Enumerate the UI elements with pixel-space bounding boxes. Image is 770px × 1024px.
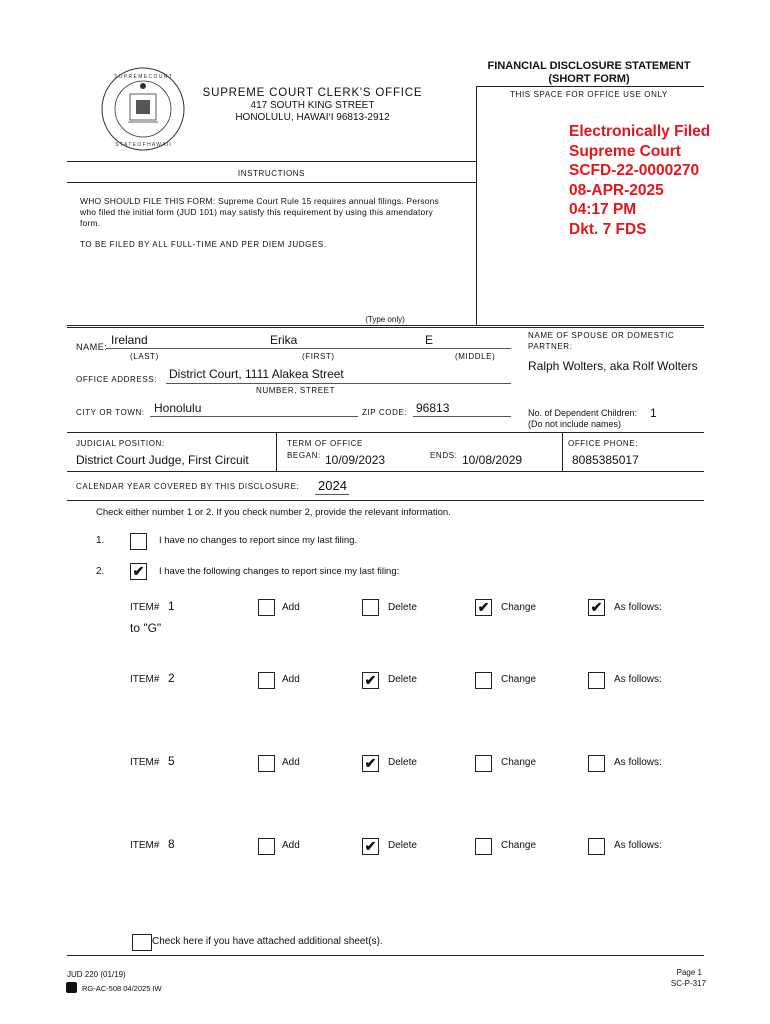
item-5-as-follows-checkbox[interactable]: [588, 755, 605, 772]
item-5-change-label: Change: [501, 757, 537, 768]
filing-stamp: [569, 122, 769, 239]
item-5-number[interactable]: 5: [168, 754, 175, 768]
item-8-as-follows-checkbox[interactable]: [588, 838, 605, 855]
footer-form-number: JUD 220 (01/19): [67, 970, 126, 979]
year-bottom-line: [67, 500, 704, 501]
position-divider-2: [562, 432, 563, 471]
footer-line: [67, 955, 704, 956]
item-1-delete-checkbox[interactable]: [362, 599, 379, 616]
stamp-line: 04:17 PM: [569, 201, 637, 218]
stamp-line: Dkt. 7 FDS: [569, 220, 647, 238]
footer-doc-icon: [66, 982, 77, 993]
footer-code: RG-AC-508 04/2025 IW: [82, 984, 162, 993]
item-2-delete-label: Delete: [388, 674, 417, 685]
item-1-change-label: Change: [501, 602, 537, 613]
type-only-top-line: [67, 325, 704, 326]
item-5-as-follows-label: As follows:: [614, 757, 662, 768]
name-middle-caption: (MIDDLE): [455, 352, 496, 361]
office-address-underline: [166, 383, 511, 384]
dependents-value[interactable]: 1: [650, 406, 657, 420]
name-first-value[interactable]: Erika: [270, 333, 298, 347]
position-value[interactable]: District Court Judge, First Circuit: [76, 453, 249, 467]
form-subtitle: (SHORT FORM): [548, 73, 630, 85]
stamp-line: Electronically Filed: [569, 123, 711, 140]
position-divider-1: [276, 432, 277, 471]
form-title: FINANCIAL DISCLOSURE STATEMENT: [487, 60, 691, 72]
item-5-add-label: Add: [282, 757, 300, 768]
type-only-bottom-line: [67, 327, 704, 328]
office-name: SUPREME COURT CLERK'S OFFICE: [202, 87, 423, 99]
item-1-note[interactable]: to "G": [130, 621, 162, 635]
item-2-change-label: Change: [501, 674, 537, 685]
footer-page: Page 1: [676, 968, 702, 977]
item-2-add-label: Add: [282, 674, 300, 685]
option-2-text: I have the following changes to report since my last filing:: [159, 566, 400, 577]
option-1-text: I have no changes to report since my last filing.: [159, 535, 358, 546]
item-8-delete-checkbox[interactable]: ✔: [362, 838, 379, 855]
city-label: CITY OR TOWN:: [76, 408, 145, 417]
item-8-as-follows-label: As follows:: [614, 840, 662, 851]
item-8-add-label: Add: [282, 840, 300, 851]
option-2-number: 2.: [96, 566, 105, 577]
option-1-checkbox[interactable]: [130, 533, 147, 550]
item-5-label: ITEM#: [130, 757, 160, 768]
office-use-label: THIS SPACE FOR OFFICE USE ONLY: [510, 90, 668, 99]
item-8-change-label: Change: [501, 840, 537, 851]
zip-value[interactable]: 96813: [416, 401, 450, 415]
item-1-number[interactable]: 1: [168, 599, 175, 613]
footer-page-code: SC-P-317: [670, 979, 706, 988]
year-underline: [315, 494, 349, 495]
office-address-caption: NUMBER, STREET: [256, 386, 336, 395]
item-1-label: ITEM#: [130, 602, 160, 613]
spouse-label: NAME OF SPOUSE OR DOMESTIC PARTNER:: [528, 331, 675, 351]
option-1-number: 1.: [96, 535, 105, 546]
term-ends-value[interactable]: 10/08/2029: [462, 453, 523, 467]
item-1-add-label: Add: [282, 602, 300, 613]
item-8-change-checkbox[interactable]: [475, 838, 492, 855]
stamp-line: Supreme Court: [569, 142, 681, 160]
office-address-label: OFFICE ADDRESS:: [76, 375, 158, 384]
item-1-delete-label: Delete: [388, 602, 417, 613]
instructions-para-1: WHO SHOULD FILE THIS FORM: Supreme Court Rule 15 requires annual filings. Persons who filed the initial form (JUD 101) may satisfy this requirement by using this amendatory form.: [80, 196, 439, 228]
option-2-checkbox[interactable]: ✔: [130, 563, 147, 580]
check-instruction: Check either number 1 or 2. If you check number 2, provide the relevant information.: [96, 507, 451, 518]
position-top-line: [67, 432, 704, 433]
stamp-line: 08-APR-2025: [569, 181, 664, 199]
city-value[interactable]: Honolulu: [154, 401, 202, 415]
item-1-as-follows-label: As follows:: [614, 602, 662, 613]
item-2-delete-checkbox[interactable]: ✔: [362, 672, 379, 689]
name-underline: [106, 348, 511, 349]
office-street: 417 SOUTH KING STREET: [250, 100, 375, 111]
item-1-as-follows-checkbox[interactable]: ✔: [588, 599, 605, 616]
svg-text:S U P R E M E C O U R T: S U P R E M E C O U R T: [114, 74, 172, 80]
office-use-top-line: [476, 86, 704, 87]
spouse-value[interactable]: Ralph Wolters, aka Rolf Wolters: [528, 359, 698, 373]
item-2-change-checkbox[interactable]: [475, 672, 492, 689]
office-city: HONOLULU, HAWAI‘I 96813-2912: [235, 112, 390, 123]
item-1-change-checkbox[interactable]: ✔: [475, 599, 492, 616]
office-address-value[interactable]: District Court, 1111 Alakea Street: [169, 367, 344, 381]
item-5-change-checkbox[interactable]: [475, 755, 492, 772]
name-label: NAME:: [76, 342, 108, 352]
item-5-add-checkbox[interactable]: [258, 755, 275, 772]
zip-label: ZIP CODE:: [362, 408, 408, 417]
phone-value[interactable]: 8085385017: [572, 453, 639, 467]
item-8-number[interactable]: 8: [168, 837, 175, 851]
city-underline: [150, 416, 358, 417]
term-label: TERM OF OFFICE: [287, 439, 363, 448]
term-began-value[interactable]: 10/09/2023: [325, 453, 386, 467]
item-5-delete-checkbox[interactable]: ✔: [362, 755, 379, 772]
phone-label: OFFICE PHONE:: [568, 439, 639, 448]
zip-underline: [413, 416, 511, 417]
name-middle-value[interactable]: E: [425, 333, 434, 347]
instructions-para-2: TO BE FILED BY ALL FULL-TIME AND PER DIEM JUDGES.: [80, 240, 327, 249]
attached-sheets-text: Check here if you have attached additional sheet(s).: [152, 936, 383, 947]
instructions-heading: INSTRUCTIONS: [237, 169, 306, 178]
item-8-delete-label: Delete: [388, 840, 417, 851]
name-last-value[interactable]: Ireland: [111, 333, 148, 347]
dependents-note: (Do not include names): [528, 419, 622, 429]
term-began-label: BEGAN:: [287, 451, 321, 460]
position-bottom-line: [67, 471, 704, 472]
office-use-left-border: [476, 86, 477, 325]
instructions-top-line: [67, 161, 476, 162]
name-first-caption: (FIRST): [302, 352, 335, 361]
item-2-as-follows-checkbox[interactable]: [588, 672, 605, 689]
attached-sheets-checkbox[interactable]: [132, 934, 152, 951]
svg-text:S T A T E O F H A W A I I: S T A T E O F H A W A I I: [115, 142, 171, 148]
item-1-add-checkbox[interactable]: [258, 599, 275, 616]
year-label: CALENDAR YEAR COVERED BY THIS DISCLOSURE:: [76, 482, 300, 491]
type-only-label: (Type only): [365, 315, 405, 324]
year-value[interactable]: 2024: [318, 478, 347, 493]
item-8-label: ITEM#: [130, 840, 160, 851]
item-2-add-checkbox[interactable]: [258, 672, 275, 689]
dependents-label: No. of Dependent Children:: [528, 408, 638, 418]
item-2-label: ITEM#: [130, 674, 160, 685]
instructions-heading-line: [67, 182, 476, 183]
item-5-delete-label: Delete: [388, 757, 417, 768]
item-8-add-checkbox[interactable]: [258, 838, 275, 855]
item-2-number[interactable]: 2: [168, 671, 175, 685]
item-2-as-follows-label: As follows:: [614, 674, 662, 685]
position-label: JUDICIAL POSITION:: [76, 439, 165, 448]
name-last-caption: (LAST): [130, 352, 159, 361]
stamp-line: SCFD-22-0000270: [569, 162, 700, 179]
term-ends-label: ENDS:: [430, 451, 458, 460]
